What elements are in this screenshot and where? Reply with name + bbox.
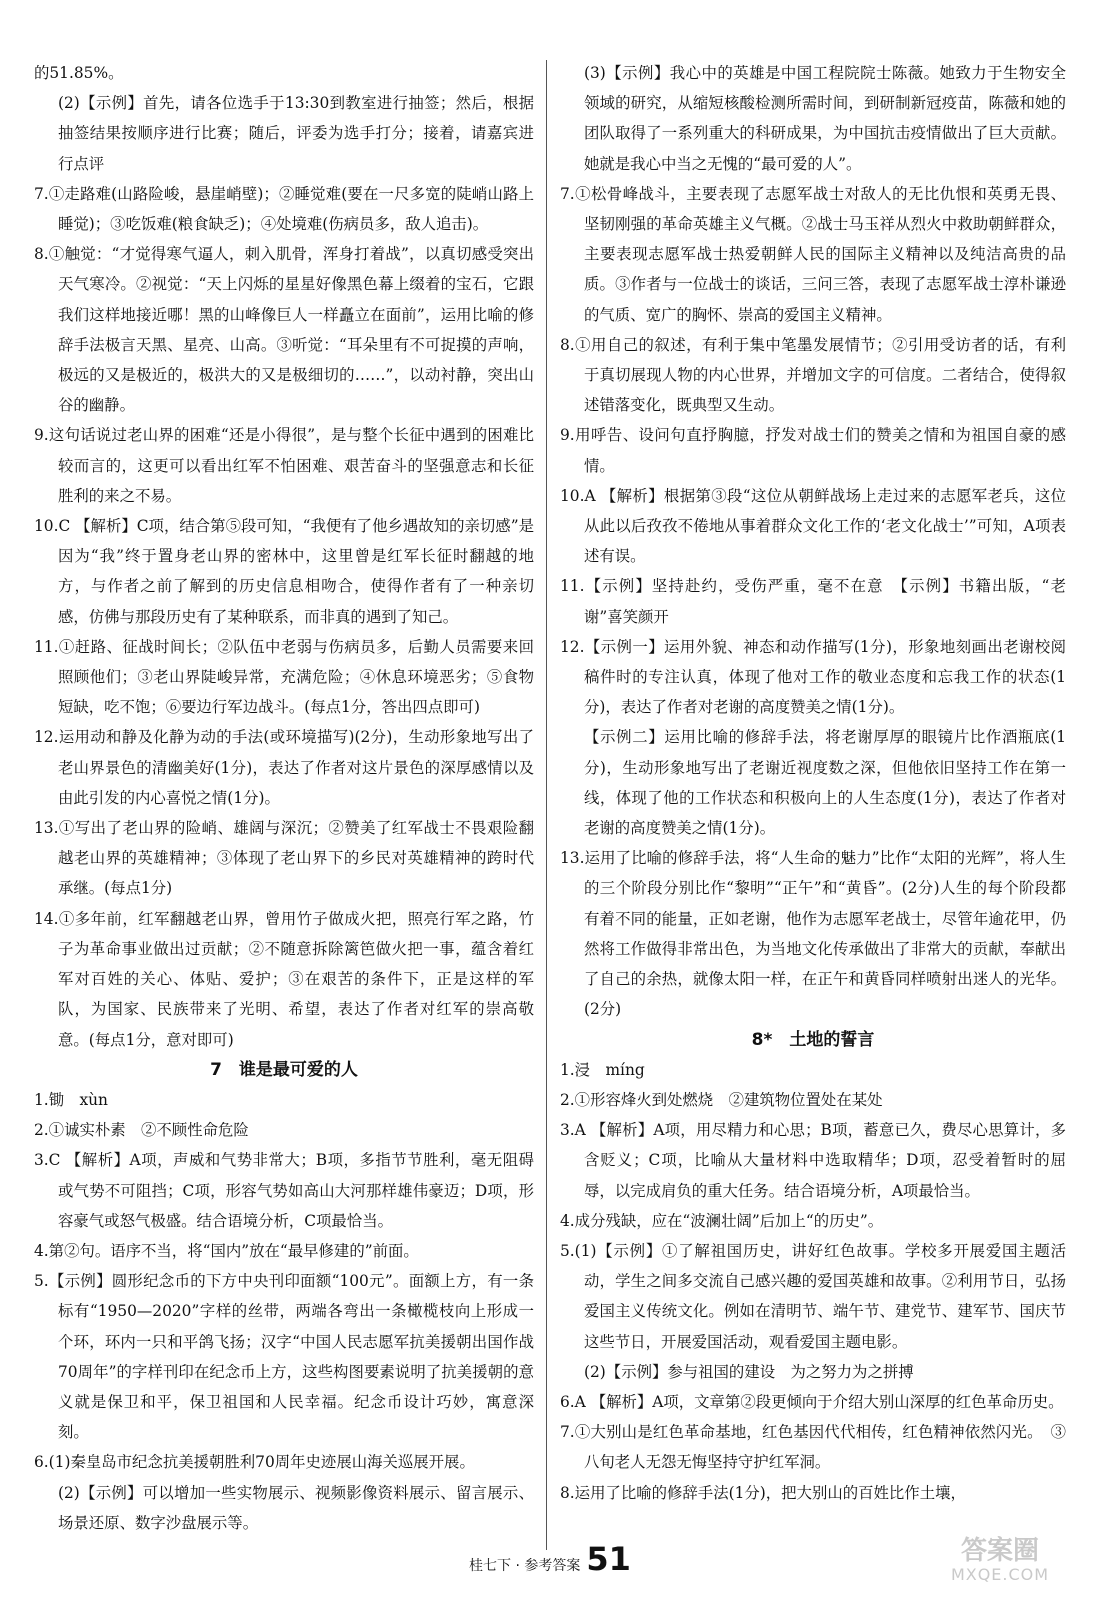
watermark-logo	[930, 1536, 1070, 1590]
answer-item: 7.①大别山是红色革命基地，红色基因代代相传，红色精神依然闪光。 ③八旬老人无怨无悔坚持守护红军洞。	[560, 1423, 1066, 1472]
answer-item: 8.运用了比喻的修辞手法(1分)，把大别山的百姓比作土壤，	[560, 1483, 966, 1502]
answer-line: 的51.85%。	[34, 64, 124, 82]
answer-item: 12.【示例一】运用外貌、神态和动作描写(1分)，形象地刻画出老谢校阅稿件时的专注认真，体现了他对工作的敬业态度和忘我工作的状态(1分)，表达了作者对老谢的高度赞美之情(1分)。	[560, 637, 1066, 717]
answer-item: 1.浸 míng	[560, 1060, 645, 1079]
answer-item: (3)【示例】我心中的英雄是中国工程院院士陈薇。她致力于生物安全领域的研究，从缩短核酸检测所需时间，到研制新冠疫苗，陈薇和她的团队取得了一系列重大的科研成果，为中国抗击疫情做出了巨大贡献。她就是我心中当之无愧的“最可爱的人”。	[584, 64, 1066, 173]
page-number: 51	[586, 1540, 631, 1578]
answer-item: 1.锄 xùn	[34, 1090, 108, 1109]
answer-item: 7.①走路难(山路险峻，悬崖峭壁)；②睡觉难(要在一尺多宽的陡峭山路上睡觉)；③吃饭难(粮食缺乏)；④处境难(伤病员多，敌人追击)。	[34, 184, 534, 234]
answer-item: 7.①松骨峰战斗，主要表现了志愿军战士对敌人的无比仇恨和英勇无畏、坚韧刚强的革命英雄主义气概。②战士马玉祥从烈火中救助朝鲜群众，主要表现志愿军战士热爱朝鲜人民的国际主义精神以及纯洁高贵的品质。③作者与一位战士的谈话，三问三答，表现了志愿军战士淳朴谦逊的气质、宽广的胸怀、崇高的爱国主义精神。	[560, 184, 1066, 324]
section-title: 7 谁是最可爱的人	[210, 1059, 358, 1080]
answer-item: (2)【示例】可以增加一些实物展示、视频影像资料展示、留言展示、场景还原、数字沙盘展示等。	[58, 1483, 534, 1532]
column-divider	[546, 60, 547, 1550]
answer-item: 14.①多年前，红军翻越老山界，曾用竹子做成火把，照亮行军之路，竹子为革命事业做出过贡献；②不随意拆除篱笆做火把一事，蕴含着红军对百姓的关心、体贴、爱护；③在艰苦的条件下，正是这样的军队，为国家、民族带来了光明、希望，表达了作者对红军的崇高敬意。(每点1分，意对即可)	[34, 909, 534, 1049]
answer-item: 8.①用自己的叙述，有利于集中笔墨发展情节；②引用受访者的话，有利于真切展现人物的内心世界，并增加文字的可信度。二者结合，使得叙述错落变化，既典型又生动。	[560, 335, 1066, 415]
answer-item: 3.A 【解析】A项，用尽精力和心思；B项，蓄意已久，费尽心思算计，多含贬义；C项，比喻从大量材料中选取精华；D项，忍受着暂时的屈辱，以完成肩负的重大任务。结合语境分析，A项最恰当。	[560, 1121, 1066, 1200]
answer-item: 3.C 【解析】A项，声威和气势非常大；B项，多指节节胜利，毫无阻碍或气势不可阻挡；C项，形容气势如高山大河那样雄伟豪迈；D项，形容豪气或怒气极盛。结合语境分析，C项最恰当。	[34, 1151, 534, 1230]
left-column	[34, 58, 534, 1538]
answer-item: 6.(1)秦皇岛市纪念抗美援朝胜利70周年史迹展山海关巡展开展。	[34, 1453, 475, 1472]
answer-item: 5.(1)【示例】①了解祖国历史，讲好红色故事。学校多开展爱国主题活动，学生之间多交流自己感兴趣的爱国英雄和故事。②利用节日，弘扬爱国主义传统文化。例如在清明节、端午节、建党节、建军节、国庆节这些节日，开展爱国活动，观看爱国主题电影。	[560, 1241, 1066, 1351]
page-footer	[420, 1540, 680, 1580]
answer-item: (2)【示例】参与祖国的建设 为之努力为之拼搏	[584, 1362, 914, 1381]
right-column	[560, 58, 1066, 1508]
answer-item: 4.第②句。语序不当，将“国内”放在“最早修建的”前面。	[34, 1241, 419, 1260]
answer-item: 【示例二】运用比喻的修辞手法，将老谢厚厚的眼镜片比作酒瓶底(1分)，生动形象地写出了老谢近视度数之深，但他依旧坚持工作在第一线，体现了他的工作状态和积极向上的人生态度(1分)，表达了作者对老谢的高度赞美之情(1分)。	[584, 728, 1066, 838]
section-title: 8* 土地的誓言	[751, 1029, 875, 1050]
answer-item: 2.①形容烽火到处燃烧 ②建筑物位置处在某处	[560, 1090, 883, 1109]
answer-item: 8.①触觉：“才觉得寒气逼人，刺入肌骨，浑身打着战”，以真切感受突出天气寒冷。②视觉：“天上闪烁的星星好像黑色幕上缀着的宝石，它跟我们这样地接近哪！黑的山峰像巨人一样矗立在面前”，运用比喻的修辞手法极言天黑、星亮、山高。③听觉：“耳朵里有不可捉摸的声响，极远的又是极近的，极洪大的又是极细切的……”，以动衬静，突出山谷的幽静。	[34, 245, 534, 415]
answer-item: 2.①诚实朴素 ②不顾性命危险	[34, 1121, 249, 1140]
watermark-url: MXQE.COM	[950, 1565, 1050, 1584]
answer-item: 10.C 【解析】C项，结合第⑤段可知，“我便有了他乡遇故知的亲切感”是因为“我”终于置身老山界的密林中，这里曾是红军长征时翻越的地方，与作者之前了解到的历史信息相吻合，使得作者有了一种亲切感，仿佛与那段历史有了某种联系，而非真的遇到了知己。	[34, 517, 534, 626]
answer-item: 9.这句话说过老山界的困难“还是小得很”，是与整个长征中遇到的困难比较而言的，这更可以看出红军不怕困难、艰苦奋斗的坚强意志和长征胜利的来之不易。	[34, 426, 534, 505]
answer-item: 10.A 【解析】根据第③段“这位从朝鲜战场上走过来的志愿军老兵，这位从此以后孜孜不倦地从事着群众文化工作的‘老文化战士’”可知，A项表述有误。	[560, 486, 1066, 566]
answer-item: 11.【示例】坚持赴约，受伤严重，毫不在意 【示例】书籍出版，“老谢”喜笑颜开	[560, 577, 1066, 626]
answer-item: 12.运用动和静及化静为动的手法(或环境描写)(2分)，生动形象地写出了老山界景色的清幽美好(1分)，表达了作者对这片景色的深厚感情以及由此引发的内心喜悦之情(1分)。	[34, 728, 534, 807]
answer-item: 9.用呼告、设问句直抒胸臆，抒发对战士们的赞美之情和为祖国自豪的感情。	[560, 426, 1066, 475]
answer-item: 6.A 【解析】A项，文章第②段更倾向于介绍大别山深厚的红色革命历史。	[560, 1392, 1064, 1411]
answer-item: (2)【示例】首先，请各位选手于13:30到教室进行抽签；然后，根据抽签结果按顺序进行比赛；随后，评委为选手打分；接着，请嘉宾进行点评	[58, 94, 534, 173]
footer-label: 桂七下 · 参考答案	[469, 1558, 581, 1574]
answer-item: 4.成分残缺，应在“波澜壮阔”后加上“的历史”。	[560, 1211, 884, 1230]
answer-item: 11.①赶路、征战时间长；②队伍中老弱与伤病员多，后勤人员需要来回照顾他们；③老山界陡峻异常，充满危险；④休息环境恶劣；⑤食物短缺，吃不饱；⑥要边行军边战斗。(每点1分，答出四点即可)	[34, 637, 534, 717]
watermark-text: 答案圈	[960, 1536, 1039, 1566]
answer-item: 13.①写出了老山界的险峭、雄阔与深沉；②赞美了红军战士不畏艰险翻越老山界的英雄精神；③体现了老山界下的乡民对英雄精神的跨时代承继。(每点1分)	[34, 819, 534, 898]
answer-item: 5.【示例】圆形纪念币的下方中央刊印面额“100元”。面额上方，有一条标有“1950—2020”字样的丝带，两端各弯出一条橄榄枝向上形成一个环，环内一只和平鸽飞扬；汉字“中国人民志愿军抗美援朝出国作战70周年”的字样刊印在纪念币上方，这些构图要素说明了抗美援朝的意义就是保卫和平，保卫祖国和人民幸福。纪念币设计巧妙，寓意深刻。	[34, 1272, 534, 1442]
answer-item: 13.运用了比喻的修辞手法，将“人生命的魅力”比作“太阳的光辉”，将人生的三个阶段分别比作“黎明”“正午”和“黄昏”。(2分)人生的每个阶段都有着不同的能量，正如老谢，他作为志愿军老战士，尽管年逾花甲，仍然将工作做得非常出色，为当地文化传承做出了非常大的贡献，奉献出了自己的余热，就像太阳一样，在正午和黄昏同样喷射出迷人的光华。(2分)	[560, 849, 1066, 1019]
